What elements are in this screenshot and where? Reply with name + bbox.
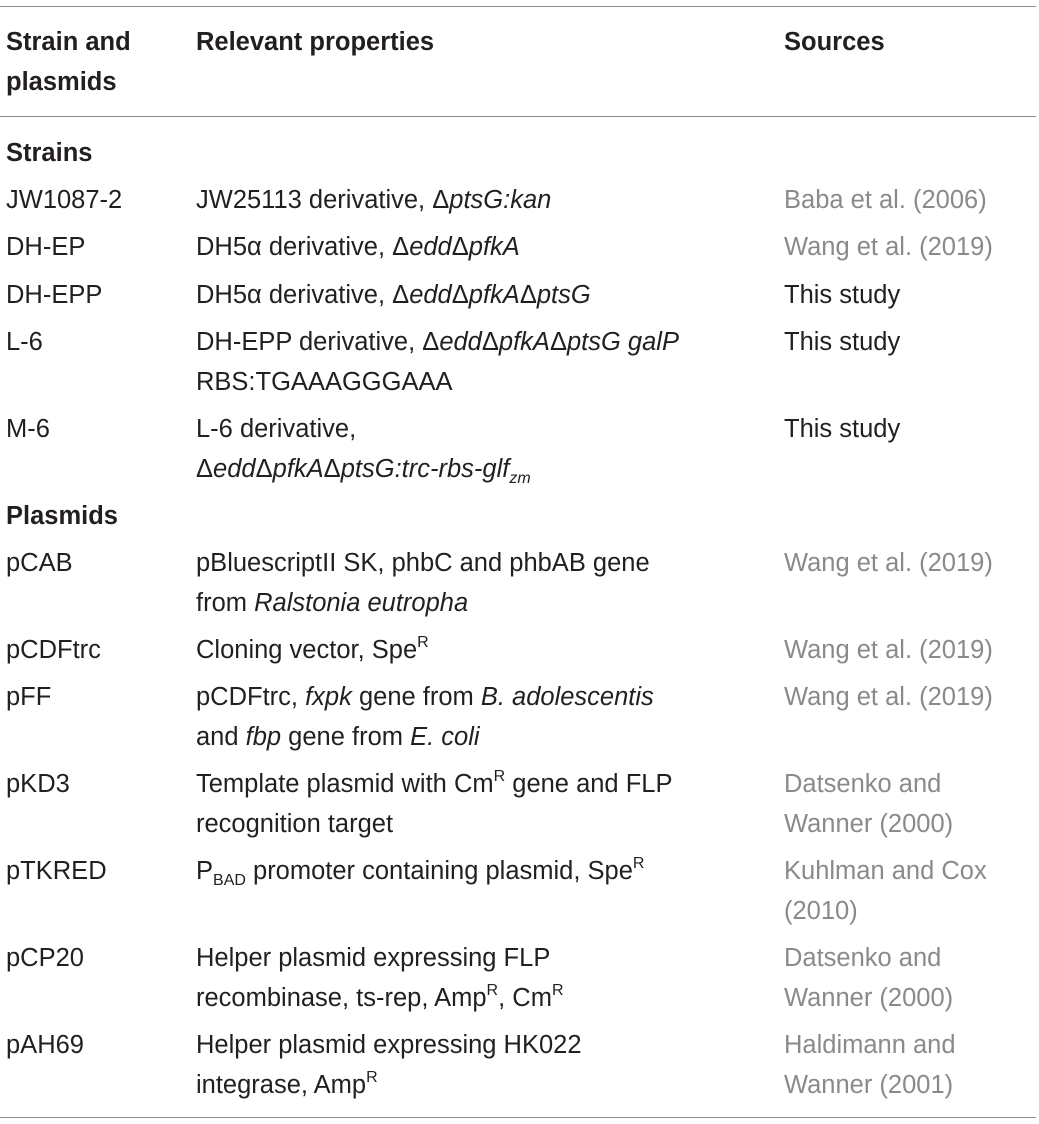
properties-line	[196, 409, 531, 449]
properties-text: ptsG galP	[566, 328, 679, 356]
source-line: (2010)	[784, 897, 858, 925]
bottom-rule	[0, 1117, 1036, 1118]
properties-text: DH-EPP derivative, Δ	[196, 328, 440, 356]
properties-text: , Cm	[498, 984, 552, 1012]
properties-text: pfkA	[498, 328, 550, 356]
properties-text: pfkA	[468, 281, 520, 309]
properties-text: Cloning vector, Spe	[196, 636, 418, 664]
strain-name: L-6	[6, 328, 43, 356]
relevant-properties	[196, 851, 644, 891]
properties-text: R	[493, 768, 506, 785]
source-reference-link[interactable]	[784, 851, 987, 931]
source-line: This study	[784, 415, 901, 443]
header-strain-line1: Strain and	[6, 28, 131, 56]
properties-text: promoter containing plasmid, Spe	[245, 857, 633, 885]
properties-text: pfkA	[272, 455, 324, 483]
relevant-properties	[196, 677, 654, 757]
source-line: Wang et al. (2019)	[784, 636, 993, 664]
source-line: Kuhlman and Cox	[784, 857, 987, 885]
properties-text: from	[196, 589, 255, 617]
strain-name: pKD3	[6, 770, 70, 798]
properties-line	[196, 227, 520, 267]
properties-line	[196, 275, 591, 315]
source-reference-link[interactable]	[784, 938, 953, 1018]
properties-text: gene from	[281, 723, 411, 751]
properties-line	[196, 978, 564, 1018]
properties-text: recombinase, ts-rep, Amp	[196, 984, 487, 1012]
properties-text: recognition target	[196, 810, 394, 838]
source-reference-link[interactable]	[784, 227, 993, 267]
section-strains-label: Strains	[6, 139, 93, 167]
relevant-properties	[196, 630, 429, 670]
header-rule	[0, 116, 1036, 117]
properties-text: zm	[509, 470, 531, 487]
properties-line	[196, 630, 429, 670]
properties-text: Δ	[255, 455, 273, 483]
properties-text: fbp	[245, 723, 282, 751]
source-text	[784, 409, 900, 449]
source-line: Wanner (2001)	[784, 1071, 954, 1099]
properties-line	[196, 1025, 582, 1065]
source-reference-link[interactable]	[784, 180, 987, 220]
relevant-properties	[196, 180, 551, 220]
source-reference-link[interactable]	[784, 764, 953, 844]
source-text	[784, 322, 900, 362]
properties-line	[196, 180, 551, 220]
source-reference-link[interactable]	[784, 543, 993, 583]
properties-text: and	[196, 723, 246, 751]
properties-line	[196, 677, 654, 717]
source-line: Baba et al. (2006)	[784, 186, 987, 214]
relevant-properties	[196, 764, 672, 844]
source-reference-link[interactable]	[784, 630, 993, 670]
properties-line	[196, 322, 679, 362]
source-line: Datsenko and	[784, 944, 942, 972]
properties-text: ptsG:trc-rbs-glf	[340, 455, 510, 483]
properties-text: JW25113 derivative, Δ	[196, 186, 450, 214]
top-rule	[0, 6, 1036, 7]
properties-line	[196, 938, 564, 978]
properties-line	[196, 851, 644, 891]
properties-text: R	[551, 982, 564, 999]
properties-text: R	[417, 634, 429, 651]
properties-text: Ralstonia eutropha	[254, 589, 469, 617]
strain-name: pCDFtrc	[6, 636, 101, 664]
properties-text: edd	[439, 328, 482, 356]
header-strain-line2: plasmids	[6, 68, 117, 96]
source-line: Wanner (2000)	[784, 984, 954, 1012]
relevant-properties	[196, 322, 679, 402]
properties-text: R	[632, 855, 645, 872]
source-line: Wang et al. (2019)	[784, 683, 993, 711]
relevant-properties	[196, 938, 564, 1018]
relevant-properties	[196, 409, 531, 489]
properties-text: R	[486, 982, 499, 999]
properties-text: pfkA	[468, 233, 520, 261]
properties-text: edd	[409, 233, 452, 261]
properties-text: Δ	[549, 328, 567, 356]
properties-text: RBS:TGAAAGGGAAA	[196, 368, 453, 396]
properties-line	[196, 543, 650, 583]
properties-text: Δ	[519, 281, 537, 309]
source-line: Haldimann and	[784, 1031, 956, 1059]
properties-text: Helper plasmid expressing FLP	[196, 944, 551, 972]
strain-name: pCAB	[6, 549, 73, 577]
properties-text: Template plasmid with Cm	[196, 770, 494, 798]
source-line: Datsenko and	[784, 770, 942, 798]
properties-text: gene from	[351, 683, 481, 711]
header-properties: Relevant properties	[196, 28, 435, 56]
relevant-properties	[196, 227, 520, 267]
properties-text: Δ	[451, 281, 469, 309]
strain-name: M-6	[6, 415, 50, 443]
source-line: This study	[784, 281, 901, 309]
properties-line	[196, 1065, 582, 1105]
header-strain-col	[6, 22, 131, 102]
properties-text: Δ	[481, 328, 499, 356]
properties-text: P	[196, 857, 214, 885]
properties-line	[196, 804, 672, 844]
properties-text: edd	[409, 281, 452, 309]
strain-name: pCP20	[6, 944, 84, 972]
properties-text: pBluescriptII SK, phbC and phbAB gene	[196, 549, 650, 577]
strain-name: DH-EP	[6, 233, 86, 261]
properties-text: B. adolescentis	[480, 683, 654, 711]
properties-line	[196, 764, 672, 804]
properties-text: Δ	[196, 455, 214, 483]
properties-text: Δ	[451, 233, 469, 261]
source-line: Wang et al. (2019)	[784, 549, 993, 577]
strain-name: pTKRED	[6, 857, 107, 885]
properties-text: DH5α derivative, Δ	[196, 233, 410, 261]
properties-text: E. coli	[410, 723, 480, 751]
properties-text: integrase, Amp	[196, 1071, 367, 1099]
properties-line	[196, 583, 650, 623]
strain-name: pAH69	[6, 1031, 84, 1059]
source-line: This study	[784, 328, 901, 356]
properties-text: gene and FLP	[505, 770, 673, 798]
properties-text: DH5α derivative, Δ	[196, 281, 410, 309]
relevant-properties	[196, 1025, 582, 1105]
properties-line	[196, 449, 531, 489]
strain-name: JW1087-2	[6, 186, 123, 214]
header-sources: Sources	[784, 28, 885, 56]
properties-text: ptsG:kan	[449, 186, 552, 214]
relevant-properties	[196, 275, 591, 315]
properties-text: edd	[213, 455, 256, 483]
properties-text: pCDFtrc,	[196, 683, 306, 711]
properties-text: BAD	[213, 872, 246, 889]
source-text	[784, 275, 900, 315]
properties-text: fxpk	[305, 683, 352, 711]
properties-line	[196, 362, 679, 402]
properties-text: L-6 derivative,	[196, 415, 357, 443]
source-reference-link[interactable]	[784, 1025, 956, 1105]
properties-text: Δ	[323, 455, 341, 483]
properties-text: ptsG	[536, 281, 591, 309]
strain-name: pFF	[6, 683, 52, 711]
properties-line	[196, 717, 654, 757]
section-plasmids-label: Plasmids	[6, 502, 118, 530]
strain-name: DH-EPP	[6, 281, 103, 309]
source-line: Wanner (2000)	[784, 810, 954, 838]
relevant-properties	[196, 543, 650, 623]
properties-text: R	[366, 1069, 378, 1086]
properties-text: Helper plasmid expressing HK022	[196, 1031, 582, 1059]
source-reference-link[interactable]	[784, 677, 993, 717]
source-line: Wang et al. (2019)	[784, 233, 993, 261]
